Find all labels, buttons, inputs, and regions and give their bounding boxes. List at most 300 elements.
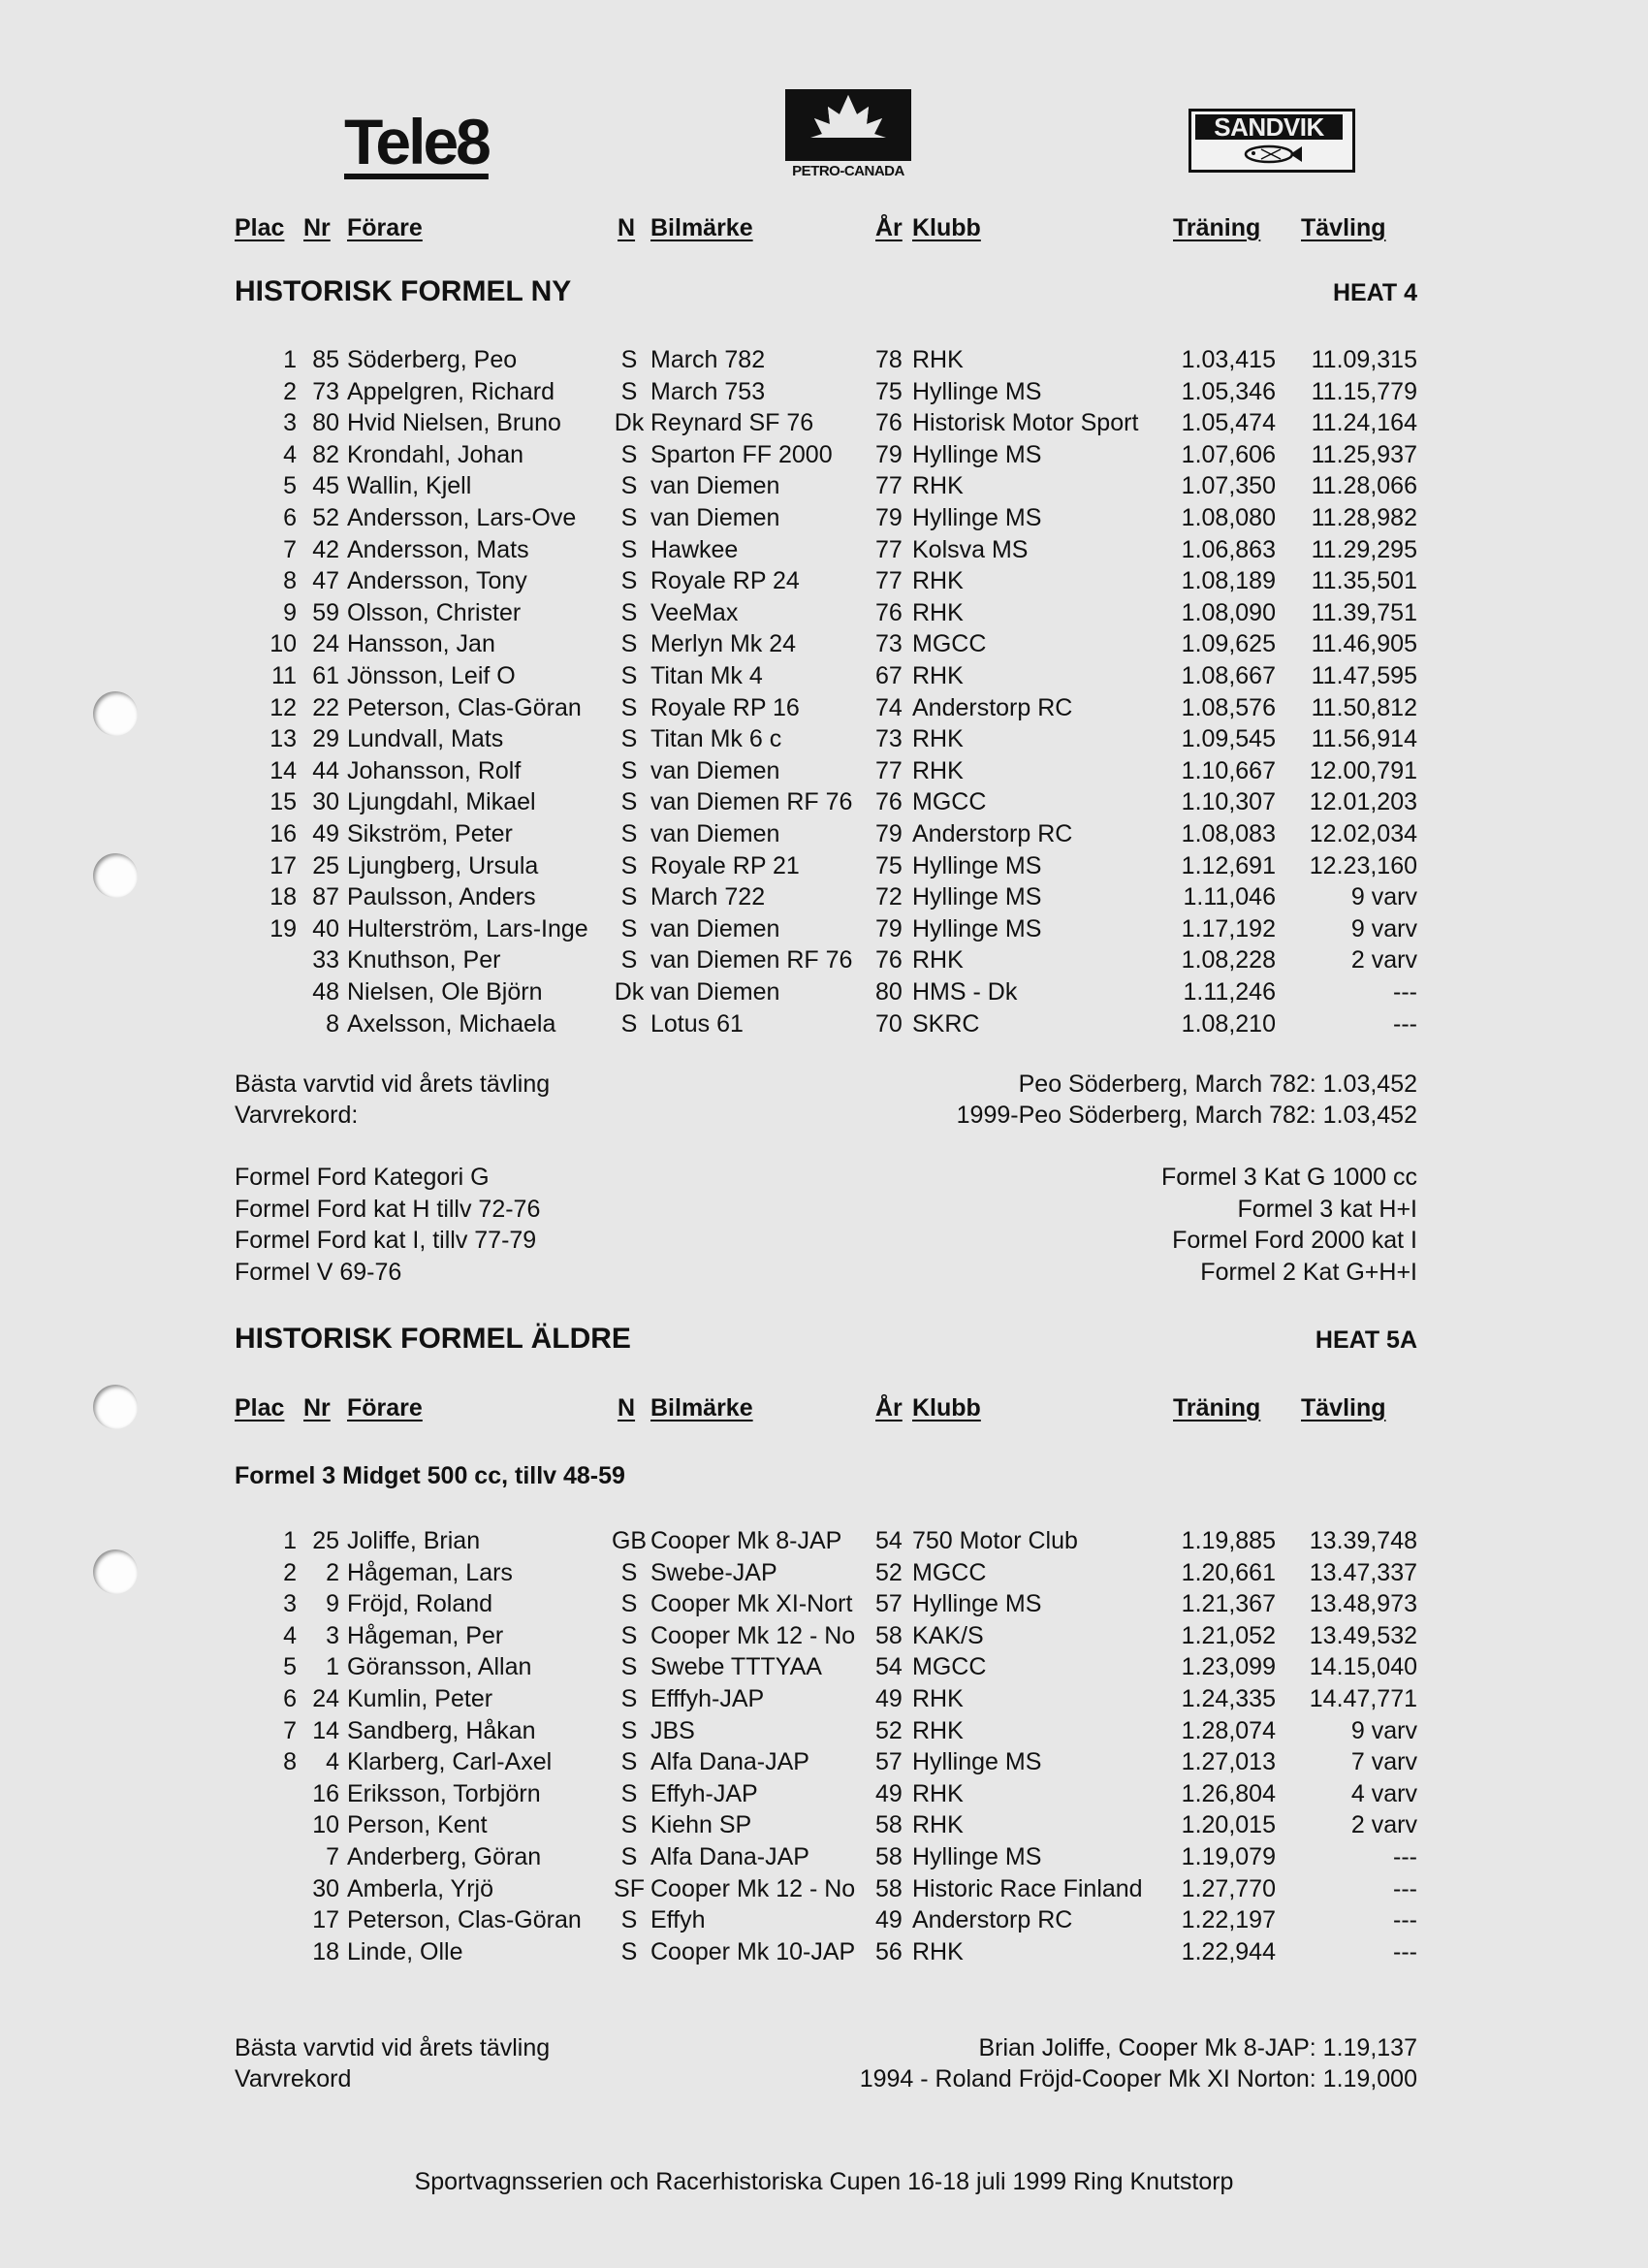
cell-traning: 1.28,074 bbox=[1181, 1716, 1276, 1744]
maple-leaf-icon bbox=[785, 89, 911, 161]
cell-forare: Ljungberg, Ursula bbox=[347, 851, 539, 879]
cell-traning: 1.08,576 bbox=[1181, 693, 1276, 721]
cell-klubb: Anderstorp RC bbox=[912, 693, 1073, 721]
cell-n: S bbox=[620, 472, 638, 500]
cell-forare: Hvid Nielsen, Bruno bbox=[347, 409, 561, 437]
cell-tavling: --- bbox=[1393, 978, 1417, 1006]
cell-forare: Söderberg, Peo bbox=[347, 346, 518, 373]
table-row bbox=[0, 1525, 1648, 1556]
cell-nr: 30 bbox=[312, 1874, 339, 1902]
cell-bil: Swebe TTTYAA bbox=[650, 1653, 822, 1681]
cell-bil: Cooper Mk 8-JAP bbox=[650, 1527, 842, 1554]
cell-bil: Cooper Mk 12 - No bbox=[650, 1874, 856, 1902]
cell-ar: 73 bbox=[875, 725, 903, 753]
cell-bil: van Diemen bbox=[650, 978, 780, 1006]
col-bilmarke: Bilmärke bbox=[650, 214, 753, 241]
table-row bbox=[0, 1715, 1648, 1746]
cell-bil: Efffyh-JAP bbox=[650, 1685, 765, 1712]
col-klubb: Klubb bbox=[912, 214, 981, 241]
cell-forare: Peterson, Clas-Göran bbox=[347, 1906, 582, 1934]
cell-nr: 1 bbox=[326, 1653, 339, 1681]
footer: Sportvagnsserien och Racerhistoriska Cupen 16-18 juli 1999 Ring Knutstorp bbox=[414, 2168, 1234, 2195]
cell-tavling: --- bbox=[1393, 1009, 1417, 1038]
col-tavling: Tävling bbox=[1301, 214, 1386, 241]
table-row bbox=[0, 1557, 1648, 1588]
cell-traning: 1.05,346 bbox=[1181, 377, 1276, 405]
cell-nr: 9 bbox=[326, 1590, 339, 1618]
cell-traning: 1.12,691 bbox=[1181, 851, 1276, 879]
cell-plac: 9 bbox=[283, 598, 297, 626]
cell-forare: Klarberg, Carl-Axel bbox=[347, 1748, 553, 1776]
cell-klubb: Hyllinge MS bbox=[912, 1590, 1042, 1618]
cell-traning: 1.27,770 bbox=[1181, 1874, 1276, 1902]
cell-tavling: --- bbox=[1393, 1874, 1417, 1902]
cell-bil: Royale RP 21 bbox=[650, 851, 800, 879]
cell-ar: 76 bbox=[875, 946, 903, 974]
col-bilmarke: Bilmärke bbox=[650, 1394, 753, 1421]
col-plac: Plac bbox=[235, 1394, 285, 1421]
table-row bbox=[0, 913, 1648, 944]
cell-ar: 52 bbox=[875, 1716, 903, 1744]
cell-nr: 52 bbox=[312, 504, 339, 531]
cell-traning: 1.08,667 bbox=[1181, 662, 1276, 689]
table-row bbox=[0, 376, 1648, 407]
cell-nr: 17 bbox=[312, 1906, 339, 1934]
table-row bbox=[0, 723, 1648, 754]
cell-plac: 10 bbox=[269, 630, 297, 658]
cell-plac: 1 bbox=[283, 346, 297, 373]
cell-klubb: Hyllinge MS bbox=[912, 504, 1042, 531]
cell-klubb: RHK bbox=[912, 946, 964, 974]
table-row bbox=[0, 1904, 1648, 1935]
cell-bil: Titan Mk 4 bbox=[650, 662, 763, 689]
table-header-2 bbox=[0, 1392, 1648, 1423]
cell-ar: 75 bbox=[875, 851, 903, 879]
cell-tavling: 11.46,905 bbox=[1311, 630, 1417, 658]
cell-traning: 1.10,307 bbox=[1181, 788, 1276, 816]
cell-forare: Peterson, Clas-Göran bbox=[347, 693, 582, 721]
cell-nr: 45 bbox=[312, 472, 339, 500]
table-row bbox=[0, 881, 1648, 912]
cell-nr: 61 bbox=[312, 662, 339, 689]
cell-ar: 54 bbox=[875, 1653, 903, 1681]
cell-bil: van Diemen bbox=[650, 472, 780, 500]
cell-klubb: Anderstorp RC bbox=[912, 1906, 1073, 1934]
cell-ar: 76 bbox=[875, 409, 903, 437]
table-row bbox=[0, 628, 1648, 659]
cell-tavling: 11.47,595 bbox=[1311, 662, 1417, 689]
table-row bbox=[0, 944, 1648, 975]
table-row bbox=[0, 597, 1648, 628]
cell-ar: 78 bbox=[875, 346, 903, 373]
cell-ar: 77 bbox=[875, 535, 903, 563]
cell-nr: 29 bbox=[312, 725, 339, 753]
cell-n: S bbox=[620, 377, 638, 405]
col-nr: Nr bbox=[303, 214, 331, 241]
cell-traning: 1.11,046 bbox=[1183, 883, 1276, 911]
cell-traning: 1.03,415 bbox=[1181, 346, 1276, 373]
table-row bbox=[0, 1873, 1648, 1904]
cell-nr: 16 bbox=[312, 1779, 339, 1807]
cell-tavling: 11.24,164 bbox=[1311, 409, 1417, 437]
cell-n: S bbox=[620, 535, 638, 563]
cell-nr: 82 bbox=[312, 440, 339, 468]
table-row bbox=[0, 1588, 1648, 1619]
cell-plac: 4 bbox=[283, 1621, 297, 1649]
cell-nr: 4 bbox=[326, 1748, 339, 1776]
cell-ar: 58 bbox=[875, 1811, 903, 1839]
cell-bil: van Diemen RF 76 bbox=[650, 788, 853, 816]
cell-forare: Linde, Olle bbox=[347, 1937, 463, 1965]
cell-klubb: MGCC bbox=[912, 1558, 987, 1586]
cell-nr: 30 bbox=[312, 788, 339, 816]
cell-tavling: 11.39,751 bbox=[1311, 598, 1417, 626]
cell-traning: 1.23,099 bbox=[1181, 1653, 1276, 1681]
petro-canada-logo bbox=[785, 89, 911, 179]
cell-tavling: 13.39,748 bbox=[1309, 1527, 1417, 1554]
cell-nr: 8 bbox=[326, 1009, 339, 1038]
cell-bil: Swebe-JAP bbox=[650, 1558, 777, 1586]
cell-forare: Sandberg, Håkan bbox=[347, 1716, 536, 1744]
cell-ar: 49 bbox=[875, 1906, 903, 1934]
cell-klubb: Hyllinge MS bbox=[912, 377, 1042, 405]
col-ar: År bbox=[875, 214, 903, 241]
cell-bil: Sparton FF 2000 bbox=[650, 440, 833, 468]
cell-bil: van Diemen bbox=[650, 504, 780, 531]
cell-tavling: 12.00,791 bbox=[1309, 756, 1417, 784]
col-traning: Träning bbox=[1173, 1394, 1261, 1421]
cell-plac: 8 bbox=[283, 1748, 297, 1776]
cell-forare: Hulterström, Lars-Inge bbox=[347, 914, 588, 942]
cell-n: S bbox=[620, 693, 638, 721]
section-title: HISTORISK FORMEL NY bbox=[235, 275, 572, 307]
cell-forare: Jönsson, Leif O bbox=[347, 662, 516, 689]
cell-tavling: 9 varv bbox=[1350, 1716, 1417, 1744]
cell-tavling: 12.23,160 bbox=[1309, 851, 1417, 879]
cell-traning: 1.08,090 bbox=[1181, 598, 1276, 626]
cell-ar: 79 bbox=[875, 440, 903, 468]
cell-traning: 1.08,210 bbox=[1181, 1009, 1276, 1038]
cell-bil: Alfa Dana-JAP bbox=[650, 1748, 809, 1776]
cell-bil: Hawkee bbox=[650, 535, 739, 563]
table-row bbox=[0, 1620, 1648, 1651]
table-row bbox=[0, 1683, 1648, 1714]
cell-klubb: RHK bbox=[912, 725, 964, 753]
cell-traning: 1.19,079 bbox=[1181, 1843, 1276, 1870]
table-row bbox=[0, 1778, 1648, 1809]
cell-nr: 47 bbox=[312, 567, 339, 595]
cell-bil: Royale RP 16 bbox=[650, 693, 800, 721]
cell-tavling: 12.01,203 bbox=[1309, 788, 1417, 816]
cell-klubb: Hyllinge MS bbox=[912, 1748, 1042, 1776]
cell-tavling: 11.28,982 bbox=[1311, 504, 1417, 531]
cell-ar: 77 bbox=[875, 567, 903, 595]
cell-forare: Hågeman, Lars bbox=[347, 1558, 513, 1586]
cell-n: S bbox=[620, 1009, 638, 1038]
cell-ar: 67 bbox=[875, 662, 903, 689]
cell-n: S bbox=[620, 1621, 638, 1649]
cell-klubb: Kolsva MS bbox=[912, 535, 1029, 563]
cell-nr: 24 bbox=[312, 630, 339, 658]
table-row bbox=[0, 470, 1648, 501]
cell-ar: 79 bbox=[875, 820, 903, 847]
cell-bil: March 722 bbox=[650, 883, 766, 911]
cell-tavling: 2 varv bbox=[1350, 1811, 1417, 1839]
cell-plac: 7 bbox=[283, 535, 297, 563]
cell-n: S bbox=[620, 788, 638, 816]
cell-bil: Alfa Dana-JAP bbox=[650, 1843, 809, 1870]
cell-n: S bbox=[620, 1811, 638, 1839]
cell-n: S bbox=[620, 1653, 638, 1681]
cell-n: S bbox=[620, 662, 638, 689]
cell-traning: 1.20,661 bbox=[1181, 1558, 1276, 1586]
table-row bbox=[0, 502, 1648, 533]
cell-n: S bbox=[620, 598, 638, 626]
cell-bil: van Diemen bbox=[650, 820, 780, 847]
cell-klubb: RHK bbox=[912, 662, 964, 689]
cell-ar: 76 bbox=[875, 598, 903, 626]
heat-label: HEAT 5A bbox=[1315, 1326, 1417, 1354]
cell-ar: 79 bbox=[875, 914, 903, 942]
cell-n: S bbox=[620, 1843, 638, 1870]
cell-tavling: 11.28,066 bbox=[1311, 472, 1417, 500]
cell-n: SF bbox=[614, 1874, 645, 1902]
cell-forare: Paulsson, Anders bbox=[347, 883, 536, 911]
cell-bil: March 753 bbox=[650, 377, 766, 405]
cell-nr: 49 bbox=[312, 820, 339, 847]
cell-n: S bbox=[620, 1558, 638, 1586]
cell-bil: Cooper Mk 10-JAP bbox=[650, 1937, 856, 1965]
cell-traning: 1.21,367 bbox=[1181, 1590, 1276, 1618]
cell-traning: 1.06,863 bbox=[1181, 535, 1276, 563]
class-subtitle: Formel 3 Midget 500 cc, tillv 48-59 bbox=[235, 1462, 625, 1489]
best-lap-value: Brian Joliffe, Cooper Mk 8-JAP: 1.19,137 bbox=[978, 2034, 1417, 2061]
cell-traning: 1.08,083 bbox=[1181, 820, 1276, 847]
cell-forare: Sikström, Peter bbox=[347, 820, 513, 847]
cell-bil: Lotus 61 bbox=[650, 1009, 744, 1038]
cell-plac: 16 bbox=[269, 820, 297, 847]
cell-forare: Hansson, Jan bbox=[347, 630, 495, 658]
cell-traning: 1.19,885 bbox=[1181, 1527, 1276, 1554]
cell-tavling: 11.29,295 bbox=[1311, 535, 1417, 563]
table-row bbox=[0, 1936, 1648, 1967]
fish-icon bbox=[1240, 144, 1304, 165]
lap-record-value: 1999-Peo Söderberg, March 782: 1.03,452 bbox=[956, 1102, 1417, 1129]
table-row bbox=[0, 565, 1648, 596]
col-tavling: Tävling bbox=[1301, 1394, 1386, 1421]
cell-forare: Anderberg, Göran bbox=[347, 1843, 542, 1870]
cell-n: S bbox=[620, 1685, 638, 1712]
col-n: N bbox=[618, 1394, 636, 1421]
table-header-1 bbox=[0, 212, 1648, 243]
cell-klubb: RHK bbox=[912, 1716, 964, 1744]
cell-forare: Andersson, Mats bbox=[347, 535, 529, 563]
col-traning: Träning bbox=[1173, 214, 1261, 241]
cell-n: S bbox=[620, 630, 638, 658]
table-row bbox=[0, 1651, 1648, 1682]
cell-nr: 18 bbox=[312, 1937, 339, 1965]
cell-klubb: Hyllinge MS bbox=[912, 440, 1042, 468]
cell-n: S bbox=[620, 946, 638, 974]
cell-plac: 1 bbox=[283, 1527, 297, 1554]
cell-plac: 18 bbox=[269, 883, 297, 911]
cell-nr: 33 bbox=[312, 946, 339, 974]
cell-ar: 58 bbox=[875, 1843, 903, 1870]
table-row bbox=[0, 534, 1648, 565]
lap-record-value: 1994 - Roland Fröjd-Cooper Mk XI Norton: 1.19,000 bbox=[859, 2065, 1417, 2092]
cell-forare: Andersson, Lars-Ove bbox=[347, 504, 577, 531]
cell-forare: Kumlin, Peter bbox=[347, 1685, 493, 1712]
cell-forare: Olsson, Christer bbox=[347, 598, 522, 626]
table-row bbox=[0, 344, 1648, 375]
cell-n: S bbox=[620, 883, 638, 911]
cell-plac: 4 bbox=[283, 440, 297, 468]
cell-nr: 7 bbox=[326, 1843, 339, 1870]
cell-bil: VeeMax bbox=[650, 598, 739, 626]
cell-n: S bbox=[620, 1906, 638, 1934]
cell-ar: 58 bbox=[875, 1874, 903, 1902]
cell-traning: 1.22,197 bbox=[1181, 1906, 1276, 1934]
cell-nr: 3 bbox=[326, 1621, 339, 1649]
cell-plac: 5 bbox=[283, 472, 297, 500]
cell-klubb: MGCC bbox=[912, 630, 987, 658]
cell-klubb: Anderstorp RC bbox=[912, 820, 1073, 847]
cell-tavling: 11.56,914 bbox=[1311, 725, 1417, 753]
cell-n: GB bbox=[611, 1527, 648, 1554]
table-row bbox=[0, 1841, 1648, 1872]
cell-klubb: 750 Motor Club bbox=[912, 1527, 1078, 1554]
cell-bil: van Diemen bbox=[650, 914, 780, 942]
cell-tavling: --- bbox=[1393, 1906, 1417, 1934]
cell-plac: 14 bbox=[269, 756, 297, 784]
cell-tavling: 14.15,040 bbox=[1309, 1653, 1417, 1681]
cell-plac: 2 bbox=[283, 1558, 297, 1586]
cell-traning: 1.09,625 bbox=[1181, 630, 1276, 658]
heat-label: HEAT 4 bbox=[1332, 279, 1417, 306]
cell-ar: 76 bbox=[875, 788, 903, 816]
cell-n: S bbox=[620, 914, 638, 942]
class-right: Formel 3 Kat G 1000 cc bbox=[1160, 1164, 1417, 1191]
cell-klubb: Hyllinge MS bbox=[912, 851, 1042, 879]
cell-n: S bbox=[620, 820, 638, 847]
class-left: Formel V 69-76 bbox=[235, 1258, 402, 1286]
cell-forare: Göransson, Allan bbox=[347, 1653, 532, 1681]
cell-klubb: RHK bbox=[912, 1779, 964, 1807]
cell-plac: 3 bbox=[283, 409, 297, 437]
cell-nr: 85 bbox=[312, 346, 339, 373]
cell-ar: 57 bbox=[875, 1748, 903, 1776]
cell-tavling: 13.47,337 bbox=[1309, 1558, 1417, 1586]
cell-n: S bbox=[620, 725, 638, 753]
cell-plac: 5 bbox=[283, 1653, 297, 1681]
cell-klubb: RHK bbox=[912, 472, 964, 500]
cell-klubb: MGCC bbox=[912, 1653, 987, 1681]
cell-bil: Effyh-JAP bbox=[650, 1779, 758, 1807]
cell-tavling: 12.02,034 bbox=[1309, 820, 1417, 847]
class-left: Formel Ford Kategori G bbox=[235, 1164, 490, 1191]
cell-forare: Andersson, Tony bbox=[347, 567, 527, 595]
cell-bil: Cooper Mk 12 - No bbox=[650, 1621, 856, 1649]
table-row bbox=[0, 1809, 1648, 1840]
cell-bil: van Diemen bbox=[650, 756, 780, 784]
lap-record-label: Varvrekord bbox=[235, 2065, 352, 2092]
cell-klubb: Hyllinge MS bbox=[912, 883, 1042, 911]
cell-traning: 1.26,804 bbox=[1181, 1779, 1276, 1807]
cell-nr: 24 bbox=[312, 1685, 339, 1712]
table-row bbox=[0, 786, 1648, 817]
cell-klubb: Historisk Motor Sport bbox=[912, 409, 1139, 437]
table-row bbox=[0, 692, 1648, 723]
cell-plac: 17 bbox=[269, 851, 297, 879]
table-row bbox=[0, 850, 1648, 881]
col-plac: Plac bbox=[235, 214, 285, 241]
cell-n: S bbox=[620, 1748, 638, 1776]
cell-forare: Nielsen, Ole Björn bbox=[347, 978, 543, 1006]
cell-n: Dk bbox=[614, 978, 645, 1006]
cell-traning: 1.20,015 bbox=[1181, 1811, 1276, 1839]
section-title: HISTORISK FORMEL ÄLDRE bbox=[235, 1323, 631, 1355]
cell-traning: 1.17,192 bbox=[1181, 914, 1276, 942]
cell-ar: 56 bbox=[875, 1937, 903, 1965]
cell-klubb: SKRC bbox=[912, 1009, 980, 1038]
cell-forare: Eriksson, Torbjörn bbox=[347, 1779, 541, 1807]
cell-klubb: RHK bbox=[912, 567, 964, 595]
cell-forare: Appelgren, Richard bbox=[347, 377, 555, 405]
cell-tavling: 4 varv bbox=[1350, 1779, 1417, 1807]
cell-traning: 1.22,944 bbox=[1181, 1937, 1276, 1965]
cell-tavling: 9 varv bbox=[1350, 883, 1417, 911]
cell-forare: Axelsson, Michaela bbox=[347, 1009, 556, 1038]
table-row bbox=[0, 439, 1648, 470]
cell-klubb: KAK/S bbox=[912, 1621, 984, 1649]
cell-ar: 72 bbox=[875, 883, 903, 911]
cell-plac: 13 bbox=[269, 725, 297, 753]
cell-traning: 1.24,335 bbox=[1181, 1685, 1276, 1712]
table-row bbox=[0, 1008, 1648, 1039]
cell-traning: 1.07,606 bbox=[1181, 440, 1276, 468]
cell-ar: 74 bbox=[875, 693, 903, 721]
cell-bil: Royale RP 24 bbox=[650, 567, 800, 595]
cell-forare: Lundvall, Mats bbox=[347, 725, 504, 753]
cell-nr: 14 bbox=[312, 1716, 339, 1744]
cell-traning: 1.27,013 bbox=[1181, 1748, 1276, 1776]
cell-bil: Cooper Mk XI-Nort bbox=[650, 1590, 853, 1618]
cell-ar: 58 bbox=[875, 1621, 903, 1649]
cell-bil: Reynard SF 76 bbox=[650, 409, 814, 437]
cell-klubb: Historic Race Finland bbox=[912, 1874, 1143, 1902]
cell-tavling: --- bbox=[1393, 1843, 1417, 1870]
cell-ar: 70 bbox=[875, 1009, 903, 1038]
cell-ar: 75 bbox=[875, 377, 903, 405]
cell-tavling: 13.49,532 bbox=[1309, 1621, 1417, 1649]
class-right: Formel 2 Kat G+H+I bbox=[1200, 1258, 1417, 1286]
cell-tavling: 2 varv bbox=[1350, 946, 1417, 974]
table-row bbox=[0, 660, 1648, 691]
tele8-logo: Tele8 bbox=[344, 106, 489, 177]
cell-ar: 57 bbox=[875, 1590, 903, 1618]
petro-canada-wordmark: PETRO-CANADA bbox=[792, 163, 904, 179]
col-nr: Nr bbox=[303, 1394, 331, 1421]
cell-n: S bbox=[620, 504, 638, 531]
cell-nr: 73 bbox=[312, 377, 339, 405]
cell-ar: 54 bbox=[875, 1527, 903, 1554]
cell-klubb: RHK bbox=[912, 1685, 964, 1712]
cell-plac: 15 bbox=[269, 788, 297, 816]
cell-tavling: 9 varv bbox=[1350, 914, 1417, 942]
best-lap-label: Bästa varvtid vid årets tävling bbox=[235, 2034, 551, 2061]
cell-forare: Knuthson, Per bbox=[347, 946, 501, 974]
cell-klubb: Hyllinge MS bbox=[912, 914, 1042, 942]
